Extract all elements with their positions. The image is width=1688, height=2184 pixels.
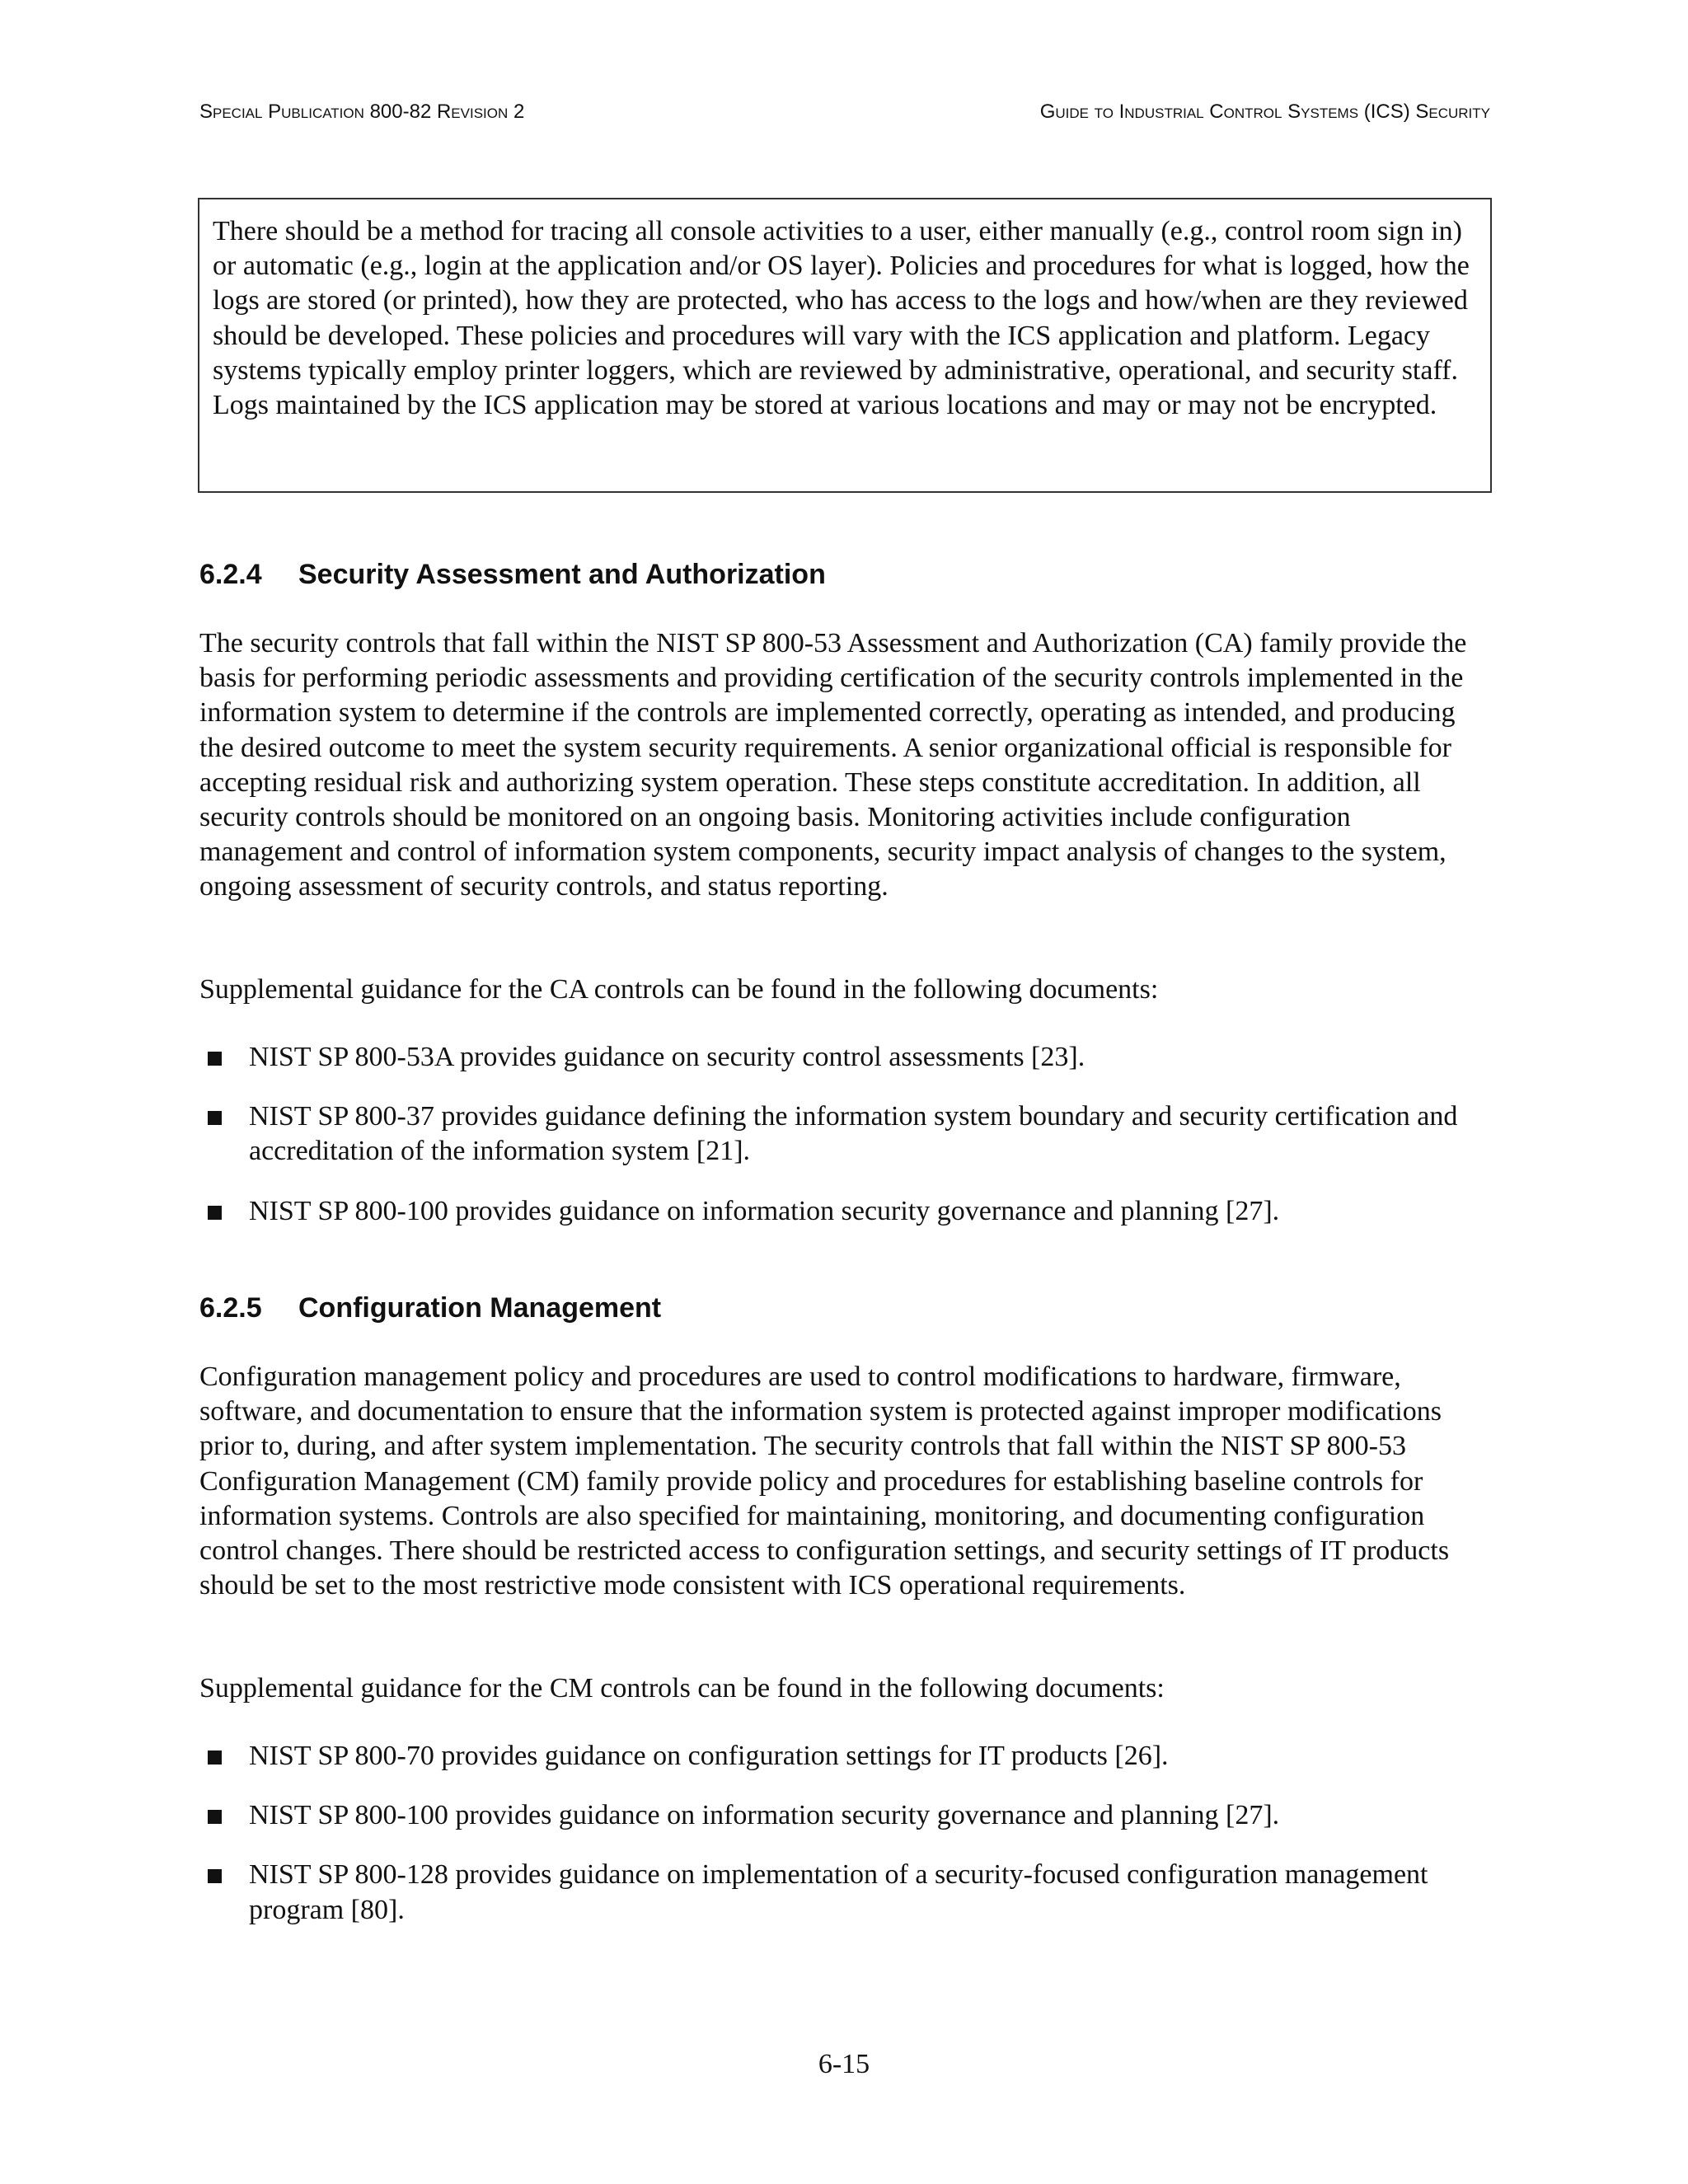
section-heading-6-2-4: [199, 559, 826, 591]
header-left: Special Publication 800-82 Revision 2: [199, 101, 525, 123]
list-item: [199, 1040, 1493, 1075]
square-bullet-icon: [208, 1206, 222, 1220]
list-item: [199, 1798, 1493, 1833]
section-number: 6.2.5: [199, 1292, 262, 1324]
list-item-text: NIST SP 800-37 provides guidance defining the information system boundary and security certification and accreditation of the information system [21].: [249, 1101, 1458, 1167]
section-body: Configuration management policy and procedures are used to control modifications to hardware, firmware, software, and documentation to ensure that the information system is protected against improper modifications prior to, during, and after system implementation. The security controls that fall within the NIST SP 800-53 Configuration Management (CM) family provide policy and procedures for establishing baseline controls for information systems. Controls are also specified for maintaining, monitoring, and documenting configuration control changes. There should be restricted access to configuration settings, and security settings of IT products should be set to the most restrictive mode consistent with ICS operational requirements.: [199, 1361, 1450, 1601]
section-title: Configuration Management: [298, 1292, 662, 1324]
section-intro: Supplemental guidance for the CA controls can be found in the following documents:: [199, 974, 1159, 1005]
section-body: The security controls that fall within the NIST SP 800-53 Assessment and Authorization (CA) family provide the basis for performing periodic assessments and providing certification of the security controls implemented in the information system to determine if the controls are implemented correctly, operating as intended, and producing the desired outcome to meet the system security requirements. A senior organizational official is responsible for accepting residual risk and authorizing system operation. These steps constitute accreditation. In addition, all security controls should be monitored on an ongoing basis. Monitoring activities include configuration management and control of information system components, security impact analysis of changes to the system, ongoing assessment of security controls, and status reporting.: [199, 628, 1467, 902]
header-right: Guide to Industrial Control Systems (ICS) Security: [1039, 101, 1490, 123]
list-item: [199, 1858, 1493, 1927]
list-item-text: NIST SP 800-100 provides guidance on information security governance and planning [27].: [249, 1195, 1280, 1226]
section-heading-6-2-5: [199, 1292, 661, 1324]
list-item-text: NIST SP 800-128 provides guidance on implementation of a security-focused configuration management program [80].: [249, 1859, 1428, 1925]
bullet-list: [199, 1739, 1493, 1928]
list-item-text: NIST SP 800-100 provides guidance on information security governance and planning [27].: [249, 1800, 1280, 1831]
list-item-text: NIST SP 800-53A provides guidance on security control assessments [23].: [249, 1042, 1085, 1072]
section-number: 6.2.4: [199, 559, 262, 590]
list-item: [199, 1099, 1493, 1169]
square-bullet-icon: [208, 1052, 222, 1066]
page-number: 6-15: [818, 2049, 870, 2079]
note-text: There should be a method for tracing all console activities to a user, either manually (e.g., control room sign in) or automatic (e.g., login at the application and/or OS layer). Policies and procedures for what is logged, how the logs are stored (or printed), how they are protected, who has access to the logs and how/when are they reviewed should be developed. These policies and procedures will vary with the ICS application and platform. Legacy systems typically employ printer loggers, which are reviewed by administrative, operational, and security staff. Logs maintained by the ICS application may be stored at various locations and may or may not be encrypted.: [213, 216, 1470, 421]
section-intro: Supplemental guidance for the CM controls can be found in the following documents:: [199, 1673, 1165, 1704]
page-header: [199, 101, 1490, 124]
section-title: Security Assessment and Authorization: [298, 559, 826, 590]
square-bullet-icon: [208, 1810, 222, 1824]
square-bullet-icon: [208, 1750, 222, 1765]
square-bullet-icon: [208, 1869, 222, 1883]
bullet-list: [199, 1040, 1493, 1229]
list-item-text: NIST SP 800-70 provides guidance on configuration settings for IT products [26].: [249, 1741, 1169, 1771]
note-box: [198, 198, 1492, 493]
list-item: [199, 1739, 1493, 1774]
list-item: [199, 1194, 1493, 1229]
square-bullet-icon: [208, 1111, 222, 1125]
